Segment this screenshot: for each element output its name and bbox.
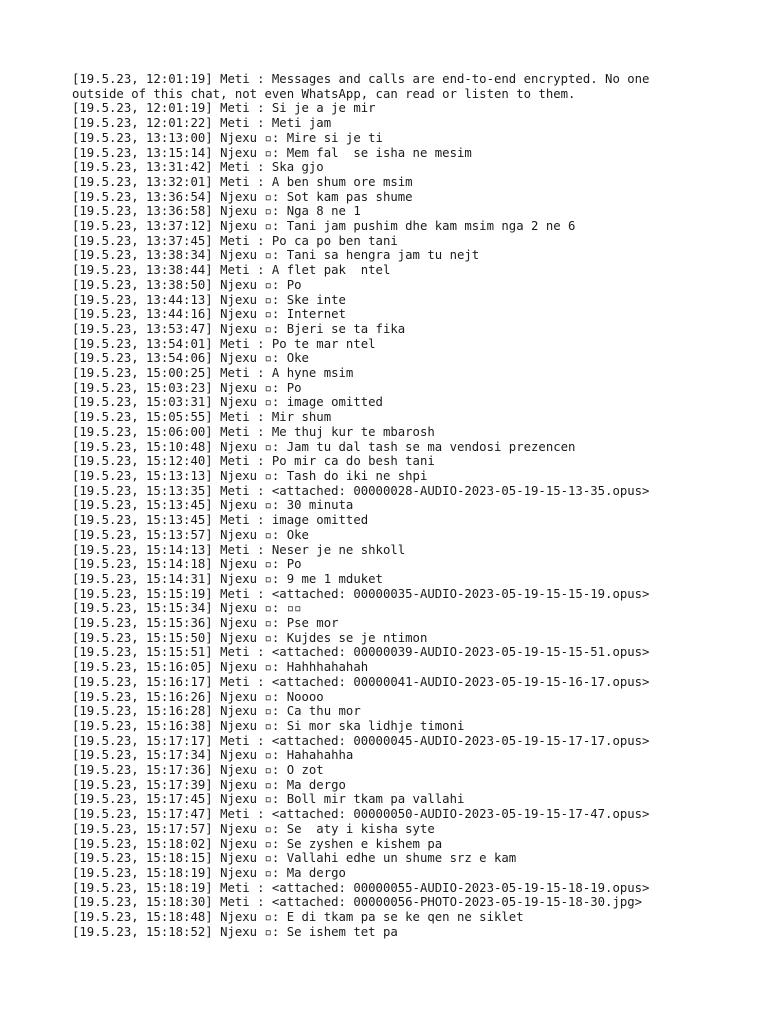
chat-line: [19.5.23, 15:03:23] Njexu ▫: Po xyxy=(72,380,302,395)
chat-line: [19.5.23, 15:17:47] Meti : <attached: 00000050-AUDIO-2023-05-19-15-17-47.opus> xyxy=(72,807,650,822)
chat-transcript xyxy=(72,72,692,939)
chat-line: [19.5.23, 15:16:17] Meti : <attached: 00000041-AUDIO-2023-05-19-15-16-17.opus> xyxy=(72,674,650,689)
chat-line: [19.5.23, 13:36:54] Njexu ▫: Sot kam pas shume xyxy=(72,189,413,204)
chat-line: [19.5.23, 13:54:01] Meti : Po te mar ntel xyxy=(72,336,376,351)
chat-line: [19.5.23, 15:05:55] Meti : Mir shum xyxy=(72,410,332,425)
chat-line: [19.5.23, 13:37:45] Meti : Po ca po ben tani xyxy=(72,233,398,248)
chat-line: [19.5.23, 15:14:13] Meti : Neser je ne shkoll xyxy=(72,542,406,557)
chat-line: [19.5.23, 15:03:31] Njexu ▫: image omitted xyxy=(72,395,383,410)
chat-line: [19.5.23, 13:54:06] Njexu ▫: Oke xyxy=(72,351,309,366)
chat-line: [19.5.23, 15:17:39] Njexu ▫: Ma dergo xyxy=(72,777,346,792)
chat-line: [19.5.23, 13:38:34] Njexu ▫: Tani sa hengra jam tu nejt xyxy=(72,248,480,263)
chat-line: [19.5.23, 15:18:19] Meti : <attached: 00000055-AUDIO-2023-05-19-15-18-19.opus> xyxy=(72,880,650,895)
chat-line: [19.5.23, 13:31:42] Meti : Ska gjo xyxy=(72,160,324,175)
chat-line: [19.5.23, 15:16:28] Njexu ▫: Ca thu mor xyxy=(72,704,361,719)
chat-line: [19.5.23, 15:14:31] Njexu ▫: 9 me 1 mduket xyxy=(72,571,383,586)
chat-line: [19.5.23, 15:15:50] Njexu ▫: Kujdes se je ntimon xyxy=(72,630,428,645)
chat-line: [19.5.23, 13:37:12] Njexu ▫: Tani jam pushim dhe kam msim nga 2 ne 6 xyxy=(72,219,576,234)
chat-line: [19.5.23, 15:15:19] Meti : <attached: 00000035-AUDIO-2023-05-19-15-15-19.opus> xyxy=(72,586,650,601)
chat-line: [19.5.23, 13:13:00] Njexu ▫: Mire si je ti xyxy=(72,130,383,145)
chat-line: [19.5.23, 13:38:44] Meti : A flet pak ntel xyxy=(72,263,391,278)
chat-line: [19.5.23, 15:16:26] Njexu ▫: Noooo xyxy=(72,689,324,704)
chat-line: [19.5.23, 15:15:51] Meti : <attached: 00000039-AUDIO-2023-05-19-15-15-51.opus> xyxy=(72,645,650,660)
chat-line: [19.5.23, 15:18:19] Njexu ▫: Ma dergo xyxy=(72,865,346,880)
chat-line: outside of this chat, not even WhatsApp, can read or listen to them. xyxy=(72,86,576,101)
chat-line: [19.5.23, 15:06:00] Meti : Me thuj kur te mbarosh xyxy=(72,424,435,439)
chat-line: [19.5.23, 15:13:35] Meti : <attached: 00000028-AUDIO-2023-05-19-15-13-35.opus> xyxy=(72,483,650,498)
chat-line: [19.5.23, 12:01:19] Meti : Messages and calls are end-to-end encrypted. No one xyxy=(72,72,650,86)
chat-line: [19.5.23, 15:17:17] Meti : <attached: 00000045-AUDIO-2023-05-19-15-17-17.opus> xyxy=(72,733,650,748)
chat-line: [19.5.23, 13:15:14] Njexu ▫: Mem fal se isha ne mesim xyxy=(72,145,472,160)
chat-line: [19.5.23, 12:01:19] Meti : Si je a je mir xyxy=(72,101,376,116)
chat-line: [19.5.23, 13:38:50] Njexu ▫: Po xyxy=(72,277,302,292)
chat-line: [19.5.23, 15:18:48] Njexu ▫: E di tkam pa se ke qen ne siklet xyxy=(72,910,524,925)
chat-line: [19.5.23, 15:13:45] Njexu ▫: 30 minuta xyxy=(72,498,354,513)
chat-line: [19.5.23, 15:15:34] Njexu ▫: ▫▫ xyxy=(72,601,302,616)
chat-line: [19.5.23, 15:10:48] Njexu ▫: Jam tu dal tash se ma vendosi prezencen xyxy=(72,439,576,454)
chat-line: [19.5.23, 15:18:52] Njexu ▫: Se ishem tet pa xyxy=(72,924,398,939)
chat-line: [19.5.23, 15:13:57] Njexu ▫: Oke xyxy=(72,527,309,542)
chat-line: [19.5.23, 13:32:01] Meti : A ben shum ore msim xyxy=(72,174,413,189)
chat-line: [19.5.23, 15:18:30] Meti : <attached: 00000056-PHOTO-2023-05-19-15-18-30.jpg> xyxy=(72,895,643,910)
chat-line: [19.5.23, 15:15:36] Njexu ▫: Pse mor xyxy=(72,616,339,631)
chat-line: [19.5.23, 15:17:45] Njexu ▫: Boll mir tkam pa vallahi xyxy=(72,792,465,807)
chat-line: [19.5.23, 15:16:38] Njexu ▫: Si mor ska lidhje timoni xyxy=(72,718,465,733)
chat-line: [19.5.23, 15:18:15] Njexu ▫: Vallahi edhe un shume srz e kam xyxy=(72,851,517,866)
chat-line: [19.5.23, 15:17:34] Njexu ▫: Hahahahha xyxy=(72,748,354,763)
chat-line: [19.5.23, 13:44:16] Njexu ▫: Internet xyxy=(72,307,346,322)
chat-line: [19.5.23, 13:44:13] Njexu ▫: Ske inte xyxy=(72,292,346,307)
chat-line: [19.5.23, 12:01:22] Meti : Meti jam xyxy=(72,116,332,131)
chat-line: [19.5.23, 15:14:18] Njexu ▫: Po xyxy=(72,557,302,572)
chat-line: [19.5.23, 15:16:05] Njexu ▫: Hahhhahahah xyxy=(72,660,369,675)
chat-line: [19.5.23, 15:12:40] Meti : Po mir ca do besh tani xyxy=(72,454,435,469)
chat-line: [19.5.23, 15:00:25] Meti : A hyne msim xyxy=(72,366,354,381)
chat-line: [19.5.23, 15:13:45] Meti : image omitted xyxy=(72,513,369,528)
chat-line: [19.5.23, 13:53:47] Njexu ▫: Bjeri se ta fika xyxy=(72,321,406,336)
chat-line: [19.5.23, 15:13:13] Njexu ▫: Tash do iki ne shpi xyxy=(72,468,428,483)
chat-line: [19.5.23, 15:17:57] Njexu ▫: Se aty i kisha syte xyxy=(72,821,435,836)
chat-line: [19.5.23, 13:36:58] Njexu ▫: Nga 8 ne 1 xyxy=(72,204,361,219)
chat-line: [19.5.23, 15:18:02] Njexu ▫: Se zyshen e kishem pa xyxy=(72,836,443,851)
chat-line: [19.5.23, 15:17:36] Njexu ▫: O zot xyxy=(72,763,324,778)
